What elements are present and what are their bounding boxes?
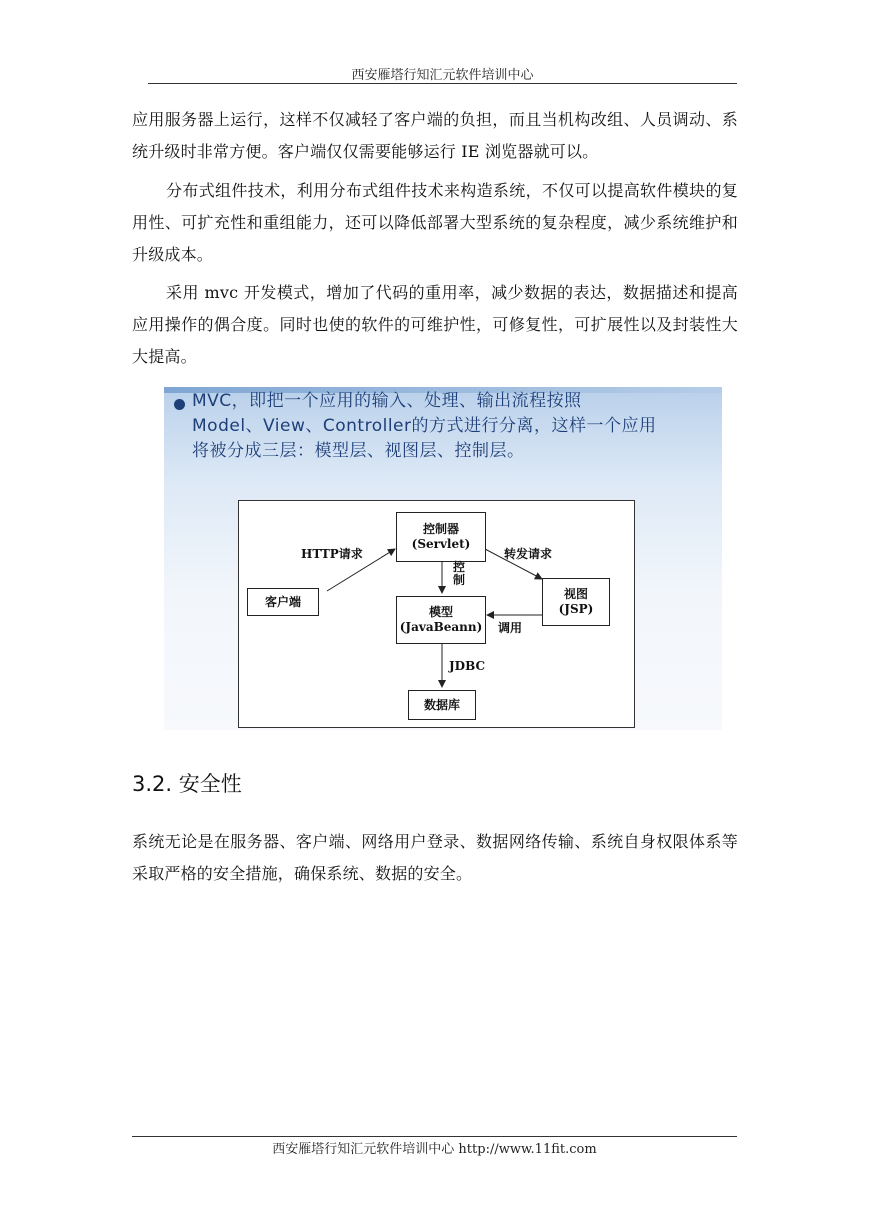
model-label: 模型 xyxy=(428,605,453,619)
jdbc-label: JDBC xyxy=(449,659,485,673)
view-label: 视图 xyxy=(563,587,588,601)
call-label: 调用 xyxy=(498,621,523,635)
slide-caption-line-3: 将被分成三层：模型层、视图层、控制层。 xyxy=(192,441,525,461)
slide-caption-line-2: Model、View、Controller的方式进行分离，这样一个应用 xyxy=(192,416,657,436)
controller-sublabel: (Servlet) xyxy=(411,537,471,551)
forward-request-label: 转发请求 xyxy=(504,547,553,561)
slide-caption-line-1: MVC，即把一个应用的输入、处理、输出流程按照 xyxy=(192,391,582,411)
view-box xyxy=(542,578,610,626)
mvc-slide-image xyxy=(164,387,722,730)
model-sublabel: (JavaBeann) xyxy=(399,620,483,634)
client-box xyxy=(247,588,319,616)
page-footer: 西安雁塔行知汇元软件培训中心 http://www.11fit.com xyxy=(272,1142,597,1157)
client-label: 客户端 xyxy=(264,594,301,609)
view-sublabel: (JSP) xyxy=(558,602,594,616)
page-header: 西安雁塔行知汇元软件培训中心 xyxy=(351,68,534,83)
database-box xyxy=(408,690,476,720)
footer-divider xyxy=(132,1136,737,1137)
header-divider xyxy=(148,83,737,84)
paragraph-security: 系统无论是在服务器、客户端、网络用户登录、数据网络传输、系统自身权限体系等采取严格的安全措施，确保系统、数据的安全。 xyxy=(132,832,738,883)
http-request-label: HTTP请求 xyxy=(301,547,363,561)
controller-label: 控制器 xyxy=(422,522,459,536)
slide-caption xyxy=(192,389,720,464)
database-label: 数据库 xyxy=(423,697,460,712)
bullet-icon xyxy=(174,399,185,410)
control-label: 控制 xyxy=(452,560,465,587)
controller-box xyxy=(396,512,486,562)
section-title-security: 3.2. 安全性 xyxy=(132,772,242,796)
mvc-diagram xyxy=(238,500,635,728)
model-box xyxy=(396,596,486,644)
paragraph-client-deployment: 应用服务器上运行，这样不仅减轻了客户端的负担，而且当机构改组、人员调动、系统升级时非常方便。客户端仅仅需要能够运行 IE 浏览器就可以。 xyxy=(132,110,738,161)
paragraph-distributed-components: 分布式组件技术，利用分布式组件技术来构造系统，不仅可以提高软件模块的复用性、可扩充性和重组能力，还可以降低部署大型系统的复杂程度，减少系统维护和升级成本。 xyxy=(132,181,738,264)
paragraph-mvc-pattern: 采用 mvc 开发模式，增加了代码的重用率，减少数据的表达，数据描述和提高应用操作的偶合度。同时也使的软件的可维护性，可修复性，可扩展性以及封装性大大提高。 xyxy=(132,283,738,366)
